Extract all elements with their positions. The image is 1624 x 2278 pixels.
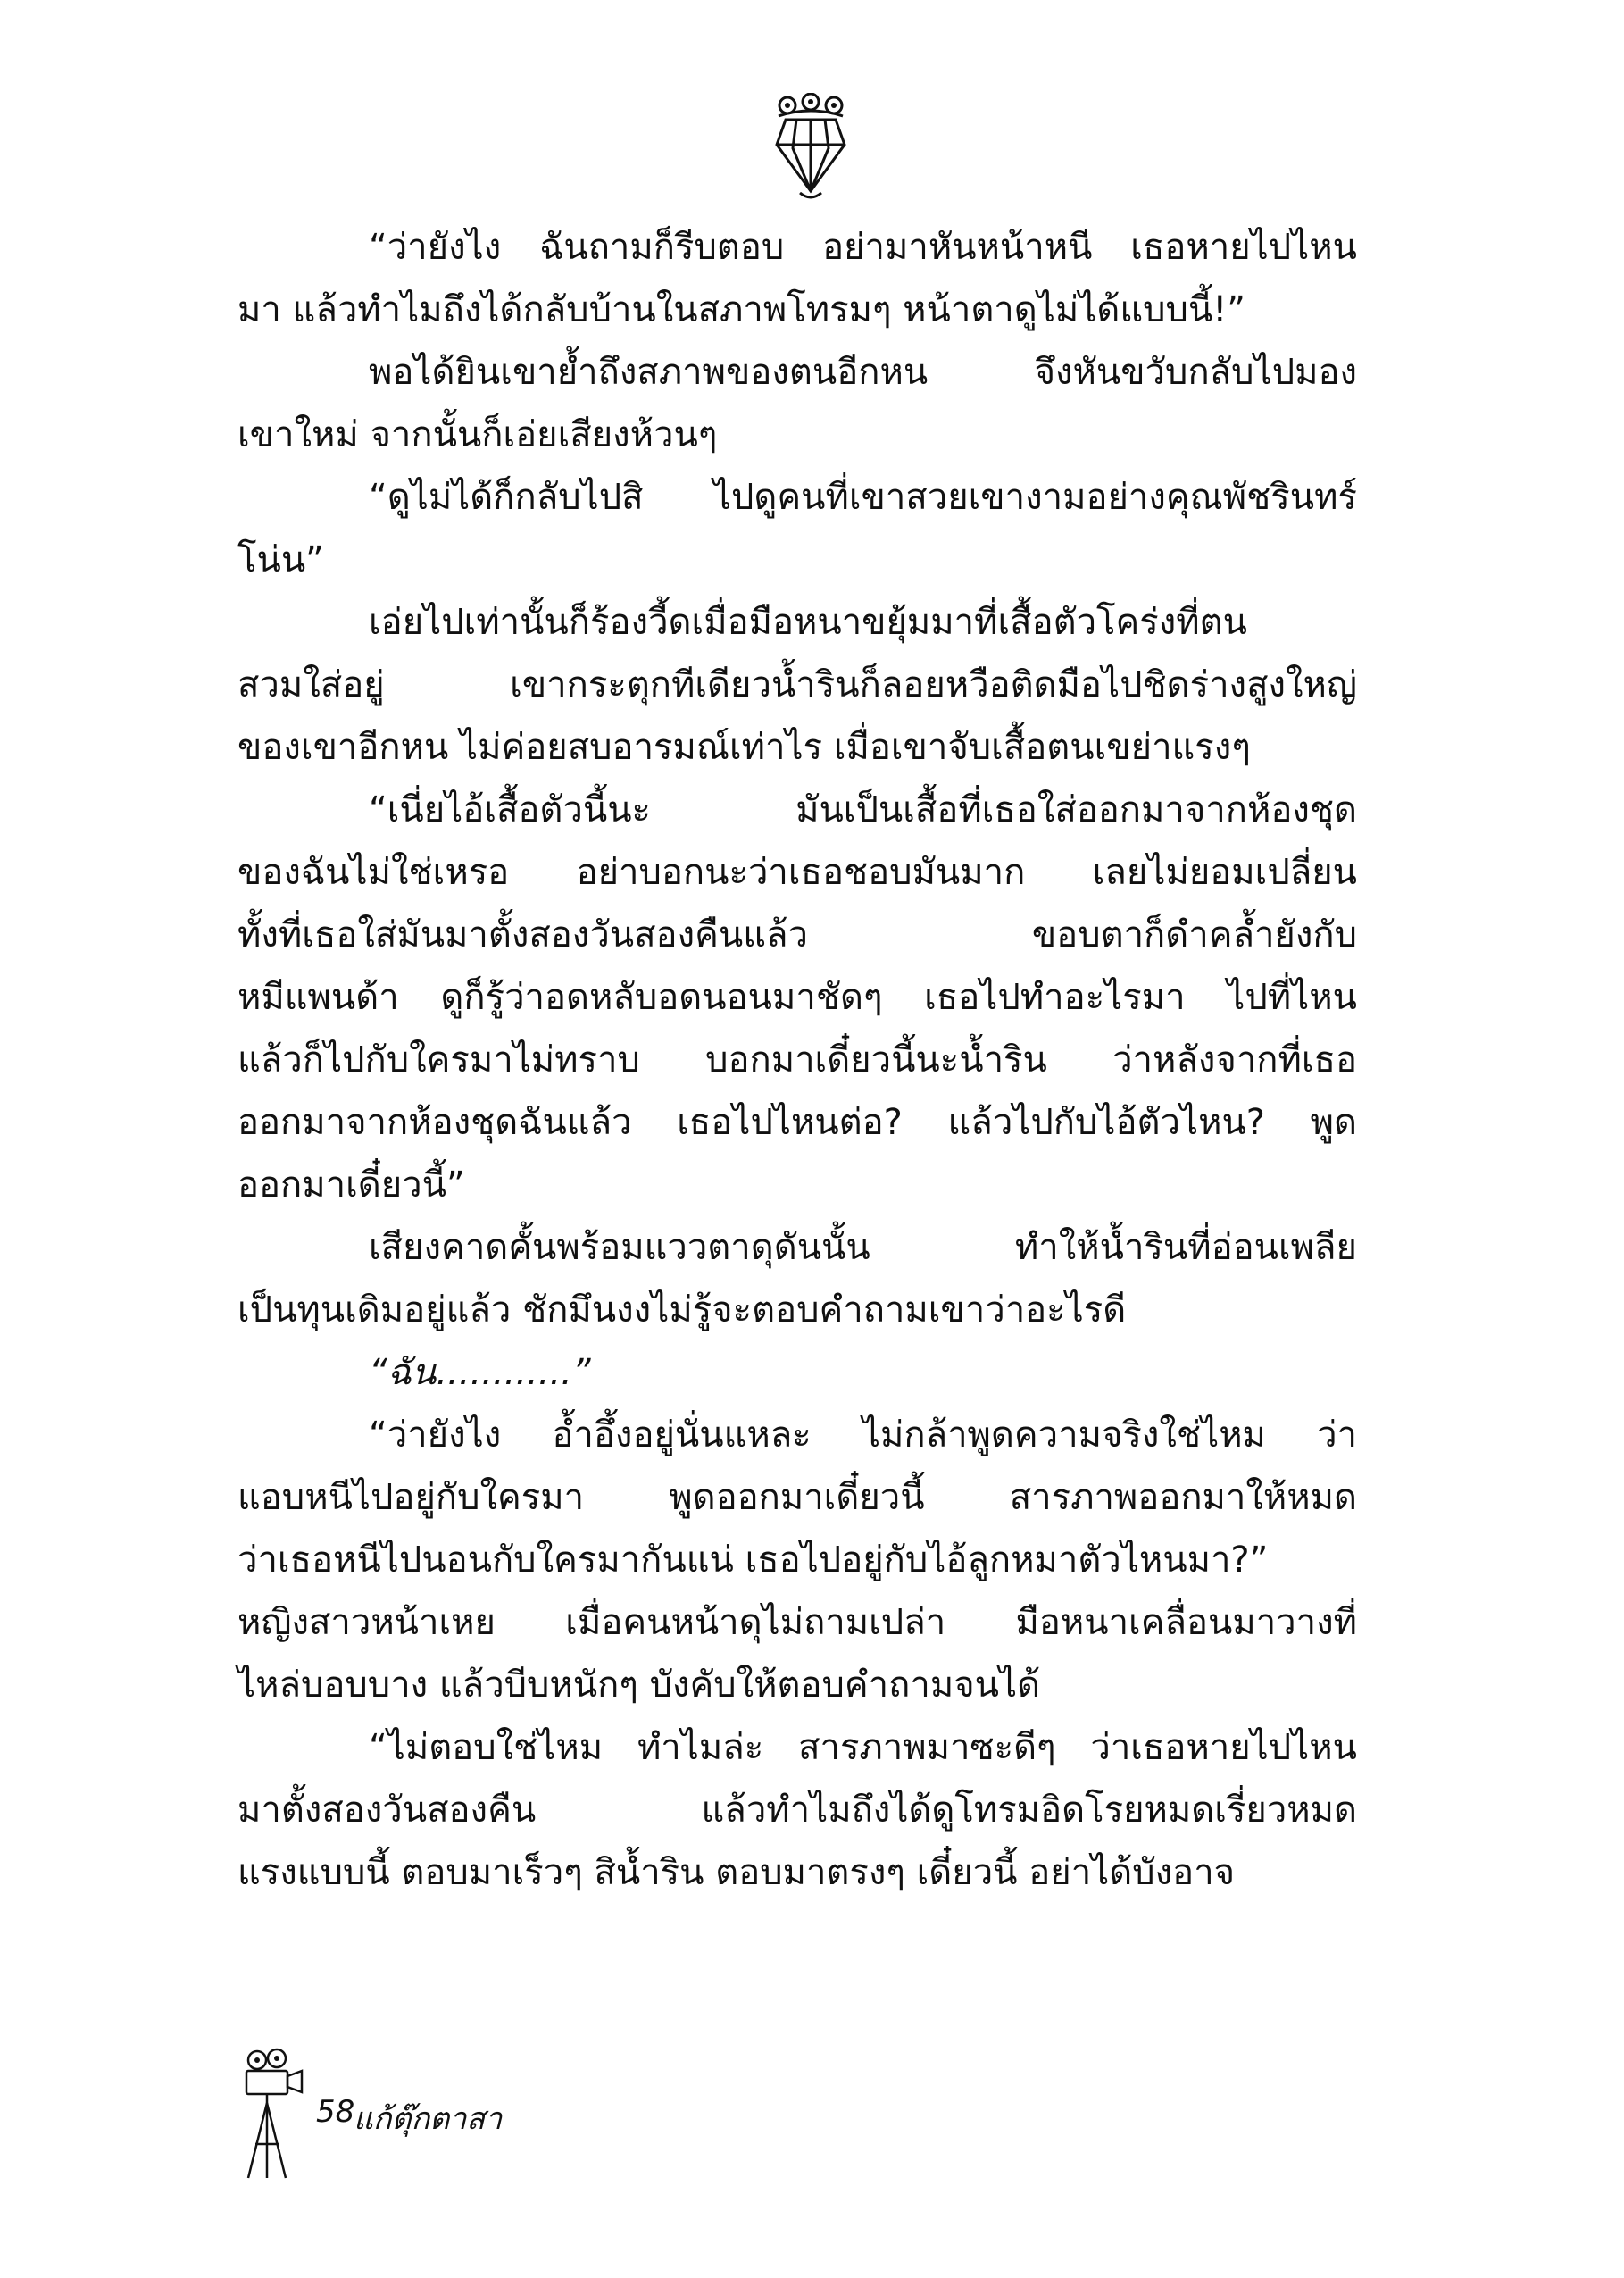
text-line: เสียงคาดคั้นพร้อมแววตาดุดันนั้น ทำให้น้ำรินที่อ่อนเพลีย — [369, 1227, 1357, 1268]
lantern-ornament-icon — [770, 93, 852, 202]
text-line: ไหล่บอบบาง แล้วบีบหนักๆ บังคับให้ตอบคำถามจนได้ — [237, 1665, 1041, 1706]
text-line: “เนี่ยไอ้เสื้อตัวนี้นะ มันเป็นเสื้อที่เธอใส่ออกมาจากห้องชุด — [369, 789, 1357, 830]
text-line: ออกมาเดี๋ยวนี้” — [237, 1164, 465, 1206]
text-line: มาตั้งสองวันสองคืน แล้วทำไมถึงได้ดูโทรมอิดโรยหมดเรี่ยวหมด — [237, 1790, 1357, 1831]
text-line: เอ่ยไปเท่านั้นก็ร้องวี้ดเมื่อมือหนาขยุ้มมาที่เสื้อตัวโคร่งที่ตน — [369, 602, 1247, 643]
page-number: 58 — [316, 2094, 355, 2130]
text-line: “ว่ายังไง ฉันถามก็รีบตอบ อย่ามาหันหน้าหนี เธอหายไปไหน — [369, 227, 1357, 268]
text-line: “ดูไม่ได้ก็กลับไปสิ ไปดูคนที่เขาสวยเขางามอย่างคุณพัชรินทร์ — [369, 477, 1357, 518]
body-text — [237, 216, 1357, 1904]
book-title: แก้ตุ๊กตาสา — [354, 2101, 503, 2137]
text-line: มา แล้วทำไมถึงได้กลับบ้านในสภาพโทรมๆ หน้าตาดูไม่ได้แบบนี้!” — [237, 289, 1245, 330]
text-line: พอได้ยินเขาย้ำถึงสภาพของตนอีกหน จึงหันขวับกลับไปมอง — [369, 352, 1357, 393]
text-line: โน่น” — [237, 539, 324, 580]
text-line: “ไม่ตอบใช่ไหม ทำไมล่ะ สารภาพมาซะดีๆ ว่าเธอหายไปไหน — [369, 1727, 1357, 1768]
text-line: แล้วก็ไปกับใครมาไม่ทราบ บอกมาเดี๋ยวนี้นะน้ำริน ว่าหลังจากที่เธอ — [237, 1039, 1357, 1081]
paragraph — [237, 1341, 1357, 1404]
text-line: “ฉัน............” — [369, 1352, 591, 1393]
paragraph — [237, 1404, 1357, 1591]
text-line: ของเขาอีกหน ไม่ค่อยสบอารมณ์เท่าไร เมื่อเขาจับเสื้อตนเขย่าแรงๆ — [237, 727, 1251, 768]
page-footer — [237, 2048, 773, 2182]
text-line: แรงแบบนี้ ตอบมาเร็วๆ สิน้ำริน ตอบมาตรงๆ เดี๋ยวนี้ อย่าได้บังอาจ — [237, 1852, 1236, 1893]
paragraph — [237, 1216, 1357, 1341]
paragraph — [237, 591, 1357, 779]
text-line: เขาใหม่ จากนั้นก็เอ่ยเสียงห้วนๆ — [237, 414, 718, 455]
text-line: เป็นทุนเดิมอยู่แล้ว ชักมึนงงไม่รู้จะตอบคำถามเขาว่าอะไรดี — [237, 1289, 1127, 1331]
film-camera-on-tripod-icon — [237, 2048, 309, 2182]
text-line: ทั้งที่เธอใส่มันมาตั้งสองวันสองคืนแล้ว ขอบตาก็ดำคล้ำยังกับ — [237, 914, 1357, 955]
paragraph — [237, 1591, 1357, 1716]
paragraph — [237, 779, 1357, 1216]
text-line: ออกมาจากห้องชุดฉันแล้ว เธอไปไหนต่อ? แล้วไปกับไอ้ตัวไหน? พูด — [237, 1102, 1357, 1143]
paragraph — [237, 341, 1357, 466]
text-line: หญิงสาวหน้าเหย เมื่อคนหน้าดุไม่ถามเปล่า มือหนาเคลื่อนมาวางที่ — [237, 1602, 1357, 1643]
paragraph — [237, 1716, 1357, 1904]
text-line: ของฉันไม่ใช่เหรอ อย่าบอกนะว่าเธอชอบมันมาก เลยไม่ยอมเปลี่ยน — [237, 852, 1357, 893]
text-line: หมีแพนด้า ดูก็รู้ว่าอดหลับอดนอนมาชัดๆ เธอไปทำอะไรมา ไปที่ไหน — [237, 977, 1357, 1018]
text-line: ว่าเธอหนีไปนอนกับใครมากันแน่ เธอไปอยู่กับไอ้ลูกหมาตัวไหนมา?” — [237, 1540, 1269, 1581]
text-line: สวมใส่อยู่ เขากระตุกทีเดียวน้ำรินก็ลอยหวือติดมือไปชิดร่างสูงใหญ่ — [237, 664, 1357, 705]
text-line: แอบหนีไปอยู่กับใครมา พูดออกมาเดี๋ยวนี้ สารภาพออกมาให้หมด — [237, 1477, 1357, 1518]
paragraph — [237, 216, 1357, 341]
text-line: “ว่ายังไง อ้ำอึ้งอยู่นั่นแหละ ไม่กล้าพูดความจริงใช่ไหม ว่า — [369, 1414, 1357, 1456]
paragraph — [237, 466, 1357, 591]
ornament — [770, 93, 852, 202]
